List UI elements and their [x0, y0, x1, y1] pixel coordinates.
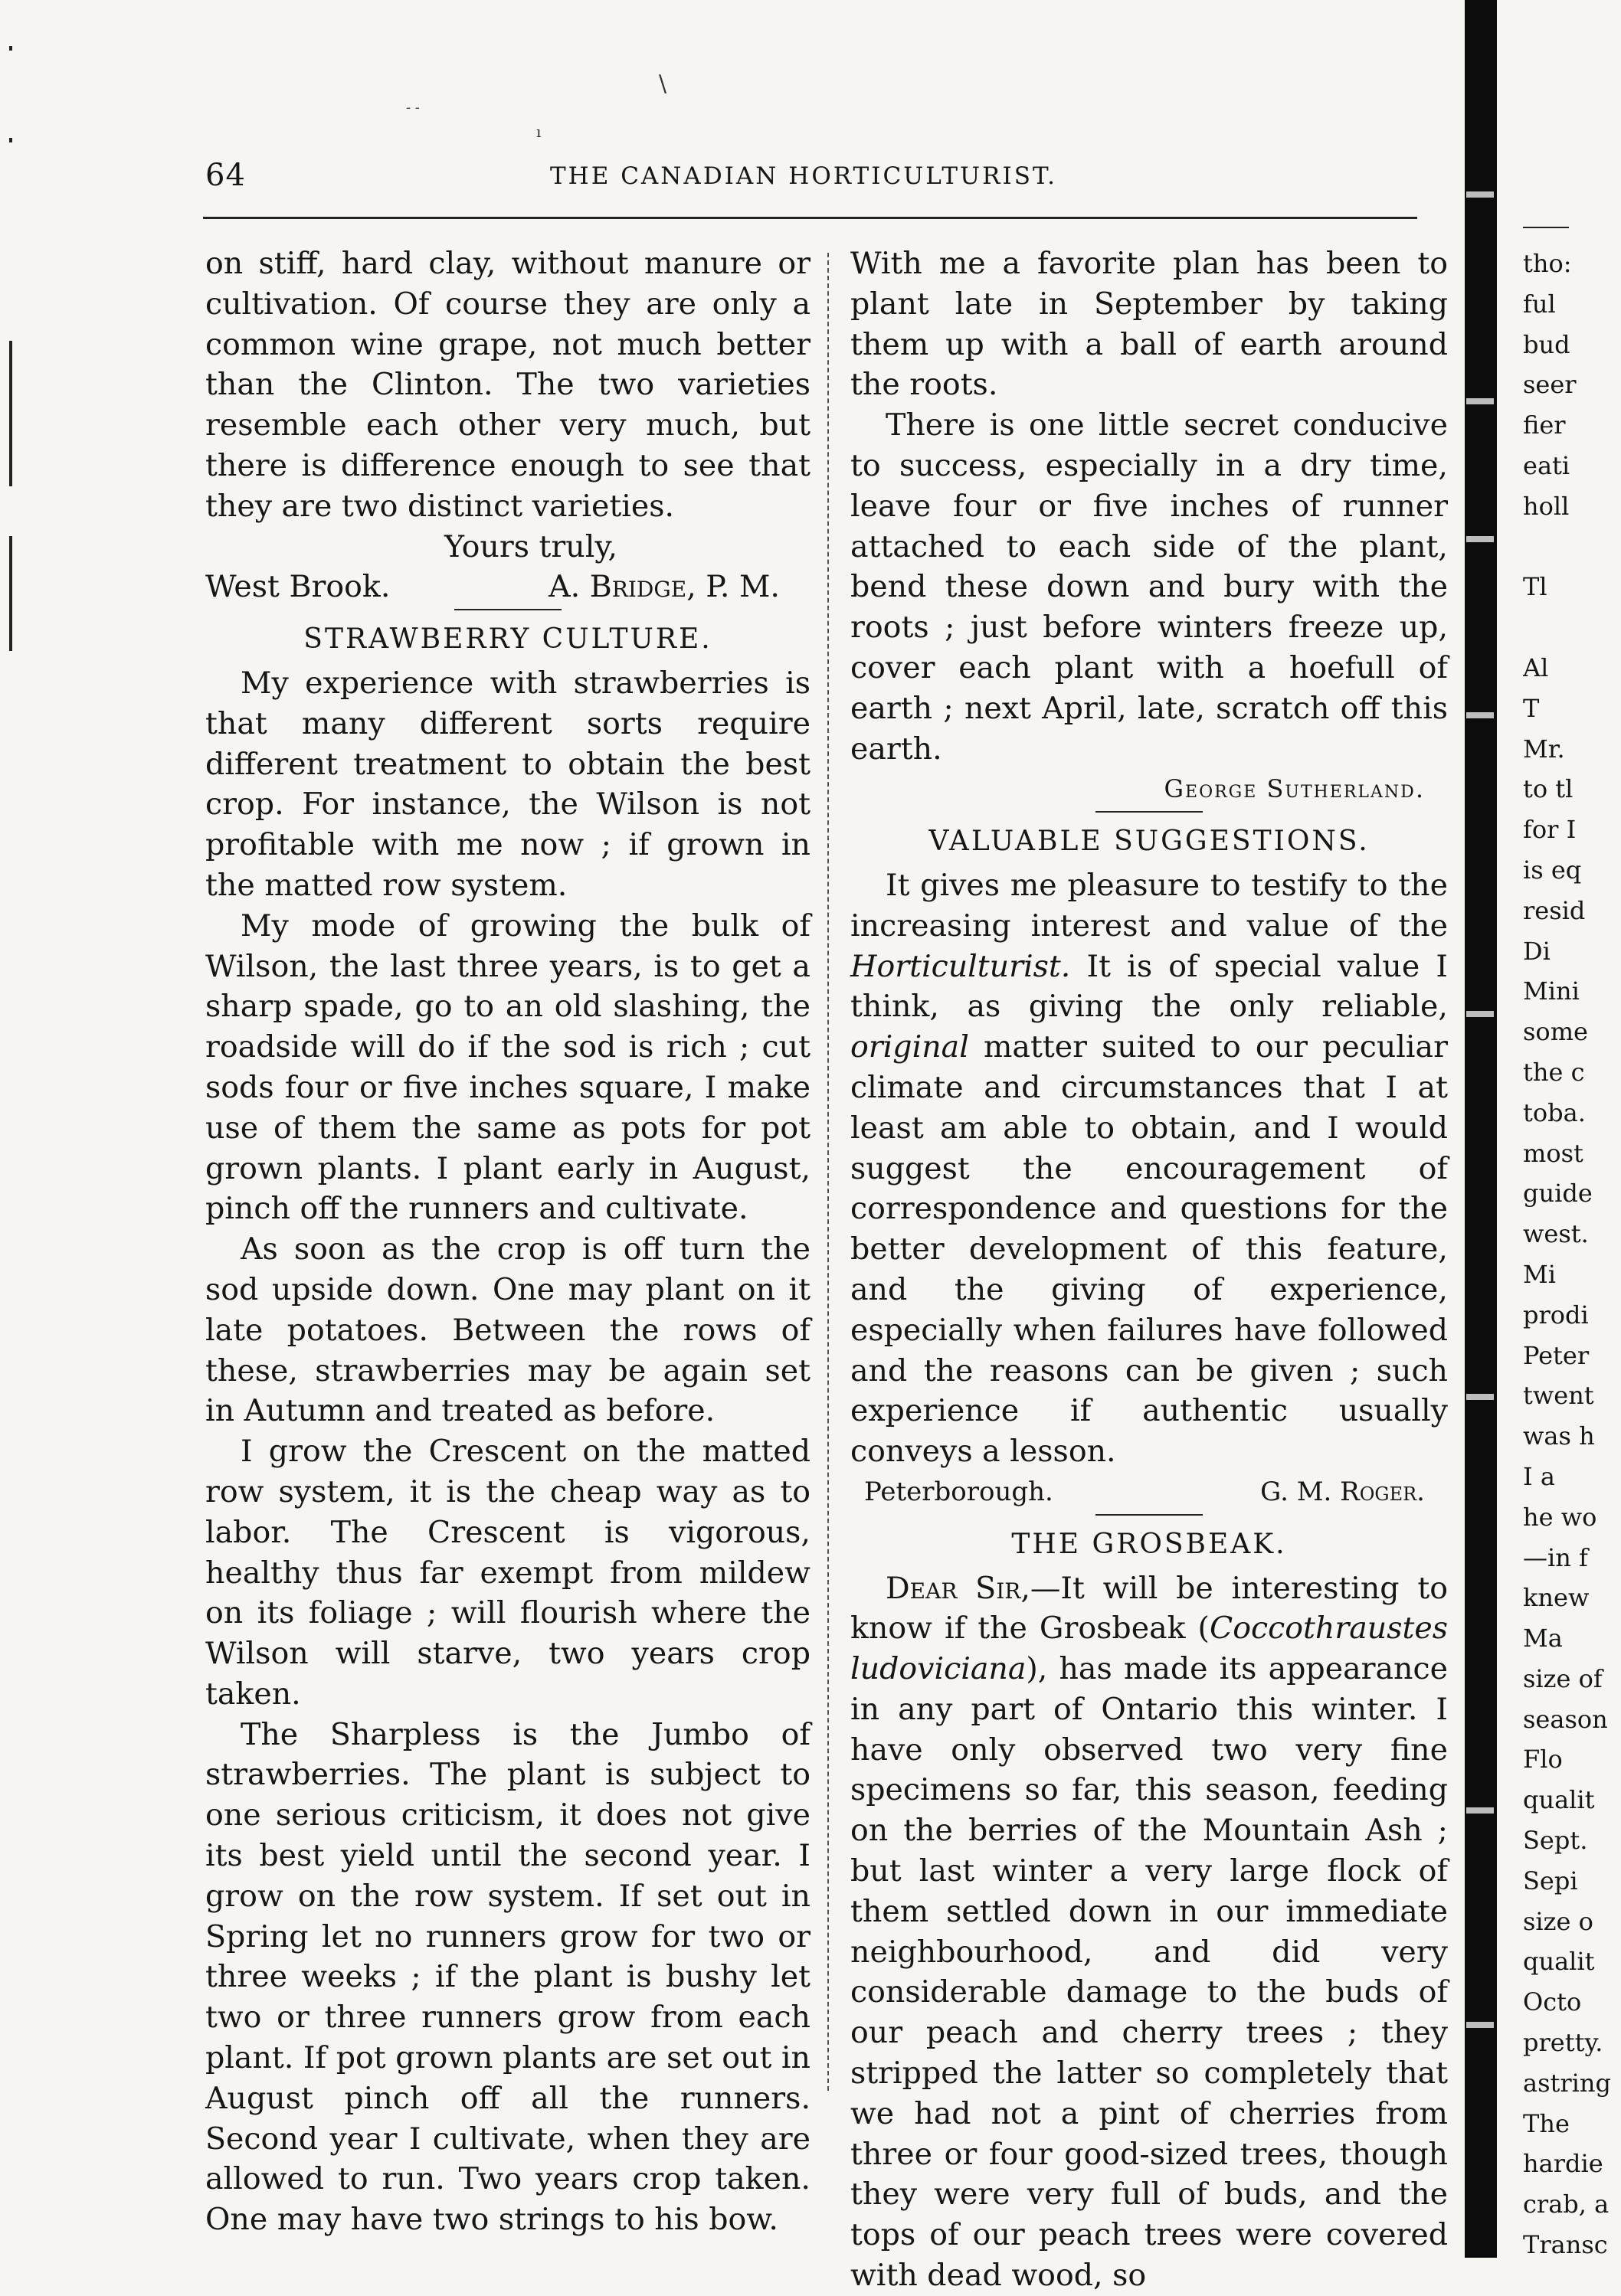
article-paragraph: I grow the Crescent on the matted row system, it is the cheap way as to labor. The Crescent is vigorous, healthy thus far exempt from mildew on its foliage ; will flourish where the Wilson will starve, two years crop taken.: [205, 1434, 810, 1712]
stray-mark: - -: [406, 100, 420, 116]
signature-place: West Brook.: [205, 569, 391, 605]
edge-fragment: eati: [1523, 450, 1570, 480]
text-run: ), has made its appearance in any part of Ontario this winter. I have only observed two very fine specimens so far, this season, feeding on the berries of the Mountain Ash ; but last winter a very large flock of them settled down in our immediate neighbourhood, and did very considerable damage to the buds of our peach and cherry trees ; they stripped the latter so completely that we had not a pint of cherries from three or four good-sized trees, though they were very full of buds, and the tops of our peach trees were covered with dead wood, so: [850, 1651, 1448, 2294]
edge-fragment: Al: [1523, 652, 1549, 682]
edge-fragment: Ma: [1523, 1624, 1563, 1653]
edge-fragment: astring: [1523, 2068, 1611, 2098]
edge-fragment: Peter: [1523, 1340, 1590, 1370]
edge-fragment: hardie: [1523, 2149, 1603, 2179]
edge-fragment: Mr.: [1523, 734, 1565, 764]
header-rule: [203, 217, 1417, 219]
edge-fragment: to tl: [1523, 774, 1574, 804]
article-paragraph: My experience with strawberries is that many different sorts require different treatment to obtain the best crop. For instance, the Wilson is not profitable with me now ; if grown in the matted row system.: [205, 665, 810, 903]
edge-fragment: I a: [1523, 1461, 1555, 1491]
letter-signature: [850, 1472, 1448, 1513]
page-header: [205, 158, 1416, 204]
stray-mark: \: [659, 70, 667, 97]
edge-fragment: west.: [1523, 1219, 1589, 1249]
italic-text: original: [850, 1029, 969, 1065]
edge-fragment: fier: [1523, 410, 1566, 440]
text-run: It gives me pleasure to testify to the increasing interest and value of the: [850, 867, 1448, 944]
edge-fragment: Flo: [1523, 1745, 1563, 1774]
page-number: 64: [205, 158, 246, 193]
letter-signature: [205, 567, 810, 607]
article-paragraph: As soon as the crop is off turn the sod upside down. One may plant on it late potatoes. Between the rows of these, strawberries may be again set in Autumn and treated as before.: [205, 1231, 810, 1429]
edge-fragment: [1523, 527, 1621, 567]
section-divider: [454, 609, 562, 610]
edge-fragment: qualit: [1523, 1947, 1595, 1977]
column-right: [850, 244, 1448, 2296]
edge-fragment: toba.: [1523, 1097, 1586, 1127]
edge-fragment: The: [1523, 2108, 1570, 2138]
edge-fragment: most: [1523, 1138, 1583, 1168]
edge-fragment: the c: [1523, 1057, 1585, 1087]
text-run: matter suited to our peculiar climate and circumstances that I at least am able to obtain, and I would suggest the encouragement of correspondence and questions for the better development of this feature, and the giving of experience, especially when failures have followed and the reasons can be given ; such experience if authentic usually conveys a lesson.: [850, 1029, 1448, 1470]
signature-place: Peterborough.: [864, 1476, 1053, 1507]
edge-fragment: —in f: [1523, 1542, 1588, 1572]
edge-fragment: season: [1523, 1704, 1608, 1734]
edge-fragment: Sepi: [1523, 1866, 1578, 1895]
signature-name: G. M. Roger.: [1260, 1476, 1425, 1507]
text-run: It is of special value I think, as giving the only reliable,: [850, 948, 1448, 1025]
edge-fragment: crab, a: [1523, 2190, 1610, 2219]
column-left: [205, 244, 810, 2240]
edge-fragment: twent: [1523, 1381, 1594, 1411]
edge-fragment: ful: [1523, 289, 1556, 319]
edge-fragment: T: [1523, 693, 1540, 723]
section-divider: [1095, 1514, 1203, 1516]
edge-fragment: is eq: [1523, 855, 1582, 885]
edge-fragment: holl: [1523, 491, 1570, 521]
article-paragraph: With me a favorite plan has been to plant late in September by taking them up with a ball of earth around the roots.: [850, 246, 1448, 403]
edge-fragment: guide: [1523, 1179, 1593, 1209]
edge-fragment: Mini: [1523, 976, 1580, 1006]
section-divider: [1095, 811, 1203, 813]
edge-fragment: prodi: [1523, 1300, 1589, 1330]
running-title: THE CANADIAN HORTICULTURIST.: [550, 162, 1057, 190]
signature-name: George Sutherland.: [1164, 774, 1425, 804]
italic-text: Coccothraustes ludoviciana: [850, 1611, 1448, 1687]
edge-fragment: seer: [1523, 370, 1577, 400]
article-paragraph: My mode of growing the bulk of Wilson, the last three years, is to get a sharp spade, go to an old slashing, the roadside will do if the sod is rich ; cut sods four or five inches square, I make use of them the same as pots for pot grown plants. I plant early in August, pinch off the runners and cultivate.: [205, 908, 810, 1227]
text-run: —It will be interesting to know if the Grosbeak (: [850, 1570, 1448, 1647]
italic-text: Horticulturist.: [850, 948, 1071, 984]
edge-fragment: size o: [1523, 1906, 1593, 1936]
edge-fragment: Octo: [1523, 1987, 1582, 2017]
article-paragraph: [850, 1568, 1448, 2296]
binding-strip: [1465, 0, 1497, 2258]
adjacent-page-column: [1523, 244, 1621, 2265]
salutation: Dear Sir,: [886, 1570, 1030, 1606]
edge-fragment: resid: [1523, 895, 1586, 925]
edge-fragment: Sept.: [1523, 1826, 1588, 1856]
edge-rule: [1523, 227, 1569, 228]
edge-fragment: knew: [1523, 1583, 1590, 1613]
column-divider: [827, 253, 829, 2091]
edge-fragment: pretty.: [1523, 2028, 1603, 2058]
edge-fragment: some: [1523, 1017, 1588, 1047]
article-heading: VALUABLE SUGGESTIONS.: [928, 826, 1370, 858]
edge-fragment: tho:: [1523, 249, 1572, 278]
article-paragraph: [850, 865, 1448, 1472]
edge-fragment: he wo: [1523, 1502, 1597, 1532]
edge-fragment: for I: [1523, 815, 1577, 845]
edge-fragment: Tl: [1523, 572, 1547, 602]
article-paragraph: The Sharpless is the Jumbo of strawberries. The plant is subject to one serious criticism, it does not give its best yield until the second year. I grow on the row system. If set out in Spring let no runners grow for two or three weeks ; if the plant is bushy let two or three runners grow from each plant. If pot grown plants are set out in August pinch off all the runners. Second year I cultivate, when they are allowed to run. Two years crop taken. One may have two strings to his bow.: [205, 1716, 810, 2238]
edge-fragment: bud: [1523, 329, 1570, 359]
article-paragraph: There is one little secret conducive to success, especially in a dry time, leave four or five inches of runner attached to each side of the plant, bend these down and bury with the roots ; just before winters freeze up, cover each plant with a hoefull of earth ; next April, late, scratch off this earth.: [850, 407, 1448, 767]
edge-fragment: qualit: [1523, 1785, 1595, 1815]
signature-name: A. Bridge, P. M.: [549, 569, 780, 605]
article-heading: STRAWBERRY CULTURE.: [303, 623, 712, 656]
opening-paragraph: on stiff, hard clay, without manure or cultivation. Of course they are only a common wine grape, not much better than the Clinton. The two varieties resemble each other very much, but there is difference enough to see that they are two distinct varieties.: [205, 246, 810, 524]
edge-fragment: Di: [1523, 936, 1551, 966]
article-heading: THE GROSBEAK.: [1011, 1528, 1287, 1560]
letter-closing: Yours truly,: [444, 528, 618, 564]
edge-fragment: Mi: [1523, 1259, 1556, 1289]
edge-fragment: size of: [1523, 1663, 1603, 1693]
edge-fragment: was h: [1523, 1421, 1595, 1451]
stray-mark: ı: [536, 123, 542, 141]
edge-fragment: Transc: [1523, 2230, 1608, 2260]
edge-fragment: [1523, 607, 1621, 648]
